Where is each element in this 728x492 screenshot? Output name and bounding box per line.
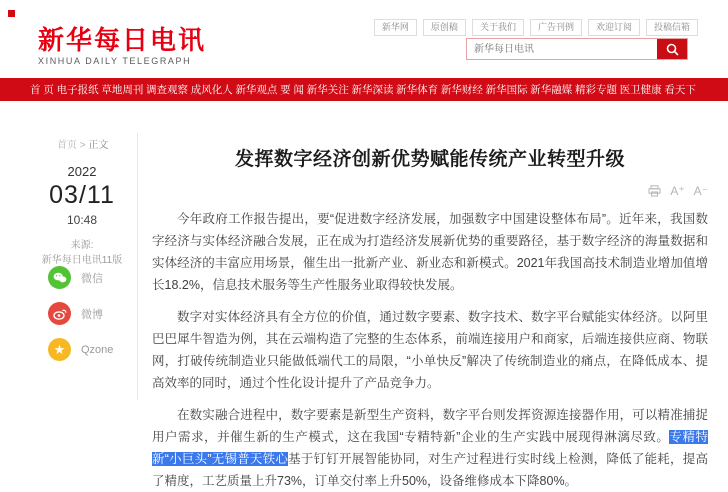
top-link-subscribe[interactable]: 欢迎订阅	[588, 19, 640, 36]
article-tools	[152, 184, 708, 198]
nav-sports[interactable]: 新华体育	[396, 84, 439, 96]
search-button[interactable]	[657, 39, 687, 59]
publish-day: 03/11	[49, 181, 115, 209]
nav-epaper[interactable]: 电子报纸	[56, 84, 99, 96]
search-input[interactable]	[467, 39, 657, 59]
publish-date	[30, 164, 134, 227]
source-value: 新华每日电讯11版	[41, 255, 123, 266]
share-weibo-label: 微博	[81, 308, 103, 321]
nav-focus[interactable]: 新华关注	[306, 84, 349, 96]
search-icon	[666, 43, 679, 56]
paragraph-3	[152, 404, 708, 492]
nav-media[interactable]: 新华融媒	[530, 84, 573, 96]
vertical-divider	[137, 133, 138, 400]
weibo-icon	[48, 302, 71, 325]
nav-investigation[interactable]: 调查观察	[146, 84, 189, 96]
top-link-contribute[interactable]: 投稿信箱	[646, 19, 698, 36]
header-top-links	[374, 19, 698, 36]
site-logo-subtitle: XINHUA DAILY TELEGRAPH	[38, 56, 192, 66]
main-nav	[0, 78, 728, 101]
nav-special-topics[interactable]: 精彩专题	[574, 84, 617, 96]
source-label: 来源:	[70, 240, 94, 251]
paragraph-3-text: 在数实融合进程中，数字要素是新型生产资料，数字平台则发挥资源连接器作用，可以精准捕捉用户需求，并催生新的生产模式，这在我国“专精特新”企业的生产实践中展现得淋漓尽致。	[152, 408, 708, 444]
paragraph-3-highlighted-text: 专精特新“小巨头”无锡普天铁心	[152, 430, 708, 466]
share-wechat-button[interactable]	[48, 266, 113, 289]
share-wechat-label: 微信	[81, 272, 103, 285]
font-decrease-button[interactable]: A⁻	[693, 184, 708, 198]
nav-health[interactable]: 医卫健康	[619, 84, 662, 96]
top-link-original[interactable]: 原创稿	[423, 19, 466, 36]
nav-deep-read[interactable]: 新华深读	[351, 84, 394, 96]
share-qzone-label: Qzone	[81, 343, 114, 356]
printer-icon[interactable]	[648, 185, 661, 197]
nav-home[interactable]: 首 页	[30, 84, 54, 96]
breadcrumb-separator: >	[79, 140, 86, 151]
article-source	[30, 238, 134, 268]
font-increase-button[interactable]: A⁺	[670, 184, 685, 198]
site-logo-title: 新华每日电讯	[38, 25, 207, 55]
paragraph-2: 数字对实体经济具有全方位的价值，通过数字要素、数字技术、数字平台赋能实体经济。以阿里巴巴犀牛智造为例，其在云端构造了完整的生态体系，前端连接用户和商家，后端连接供应商、物联网，打破传统制造业只能做低端代工的局限，“小单快反”解决了传统制造业的痛点，在降低成本、提高效率的同时，通过个性化设计提升了产品竞争力。	[152, 310, 708, 390]
top-link-about[interactable]: 关于我们	[472, 19, 524, 36]
top-link-xinhuanet[interactable]: 新华网	[374, 19, 417, 36]
paragraph-3-text-after: 基于钉钉开展智能协同，对生产过程进行实时线上检测，降低了能耗，提高了精度，工艺质量上升73%，订单交付率上升50%，设备维修成本下降80%。	[152, 452, 708, 488]
site-logo[interactable]	[38, 26, 206, 66]
nav-viewpoint[interactable]: 新华观点	[235, 84, 278, 96]
wechat-icon	[48, 266, 71, 289]
nav-chengfenghuaren[interactable]: 成风化人	[190, 84, 233, 96]
search-bar	[466, 38, 688, 60]
corner-dot	[8, 10, 15, 17]
paragraph-1: 今年政府工作报告提出，要“促进数字经济发展，加强数字中国建设整体布局”。近年来，我国数字经济与实体经济融合发展，正在成为打造经济发展新优势的重要路径，基于数字经济的海量数据和实体经济的丰富应用场景，催生出一批新产业、新业态和新模式。2021年我国高技术制造业增加值增长18.2%，信息技术服务等生产性服务业取得较快发展。	[152, 212, 708, 292]
nav-world[interactable]: 看天下	[664, 84, 696, 96]
breadcrumb-current: 正文	[88, 140, 109, 151]
qzone-star-icon: ★	[48, 338, 71, 361]
publish-time: 10:48	[66, 213, 98, 227]
article-body	[152, 208, 708, 492]
publish-year: 2022	[67, 164, 97, 179]
share-qzone-button[interactable]	[48, 338, 113, 361]
nav-important-news[interactable]: 要 闻	[280, 84, 305, 96]
share-weibo-button[interactable]	[48, 302, 113, 325]
nav-international[interactable]: 新华国际	[485, 84, 528, 96]
nav-finance[interactable]: 新华财经	[440, 84, 483, 96]
breadcrumb-home[interactable]: 首页	[57, 140, 77, 151]
article-title: 发挥数字经济创新优势赋能传统产业转型升级	[234, 149, 625, 170]
breadcrumb	[57, 136, 108, 151]
share-panel	[48, 266, 113, 374]
article-content	[152, 144, 708, 492]
nav-caodi-weekly[interactable]: 草地周刊	[101, 84, 144, 96]
top-link-ads[interactable]: 广告刊例	[530, 19, 582, 36]
